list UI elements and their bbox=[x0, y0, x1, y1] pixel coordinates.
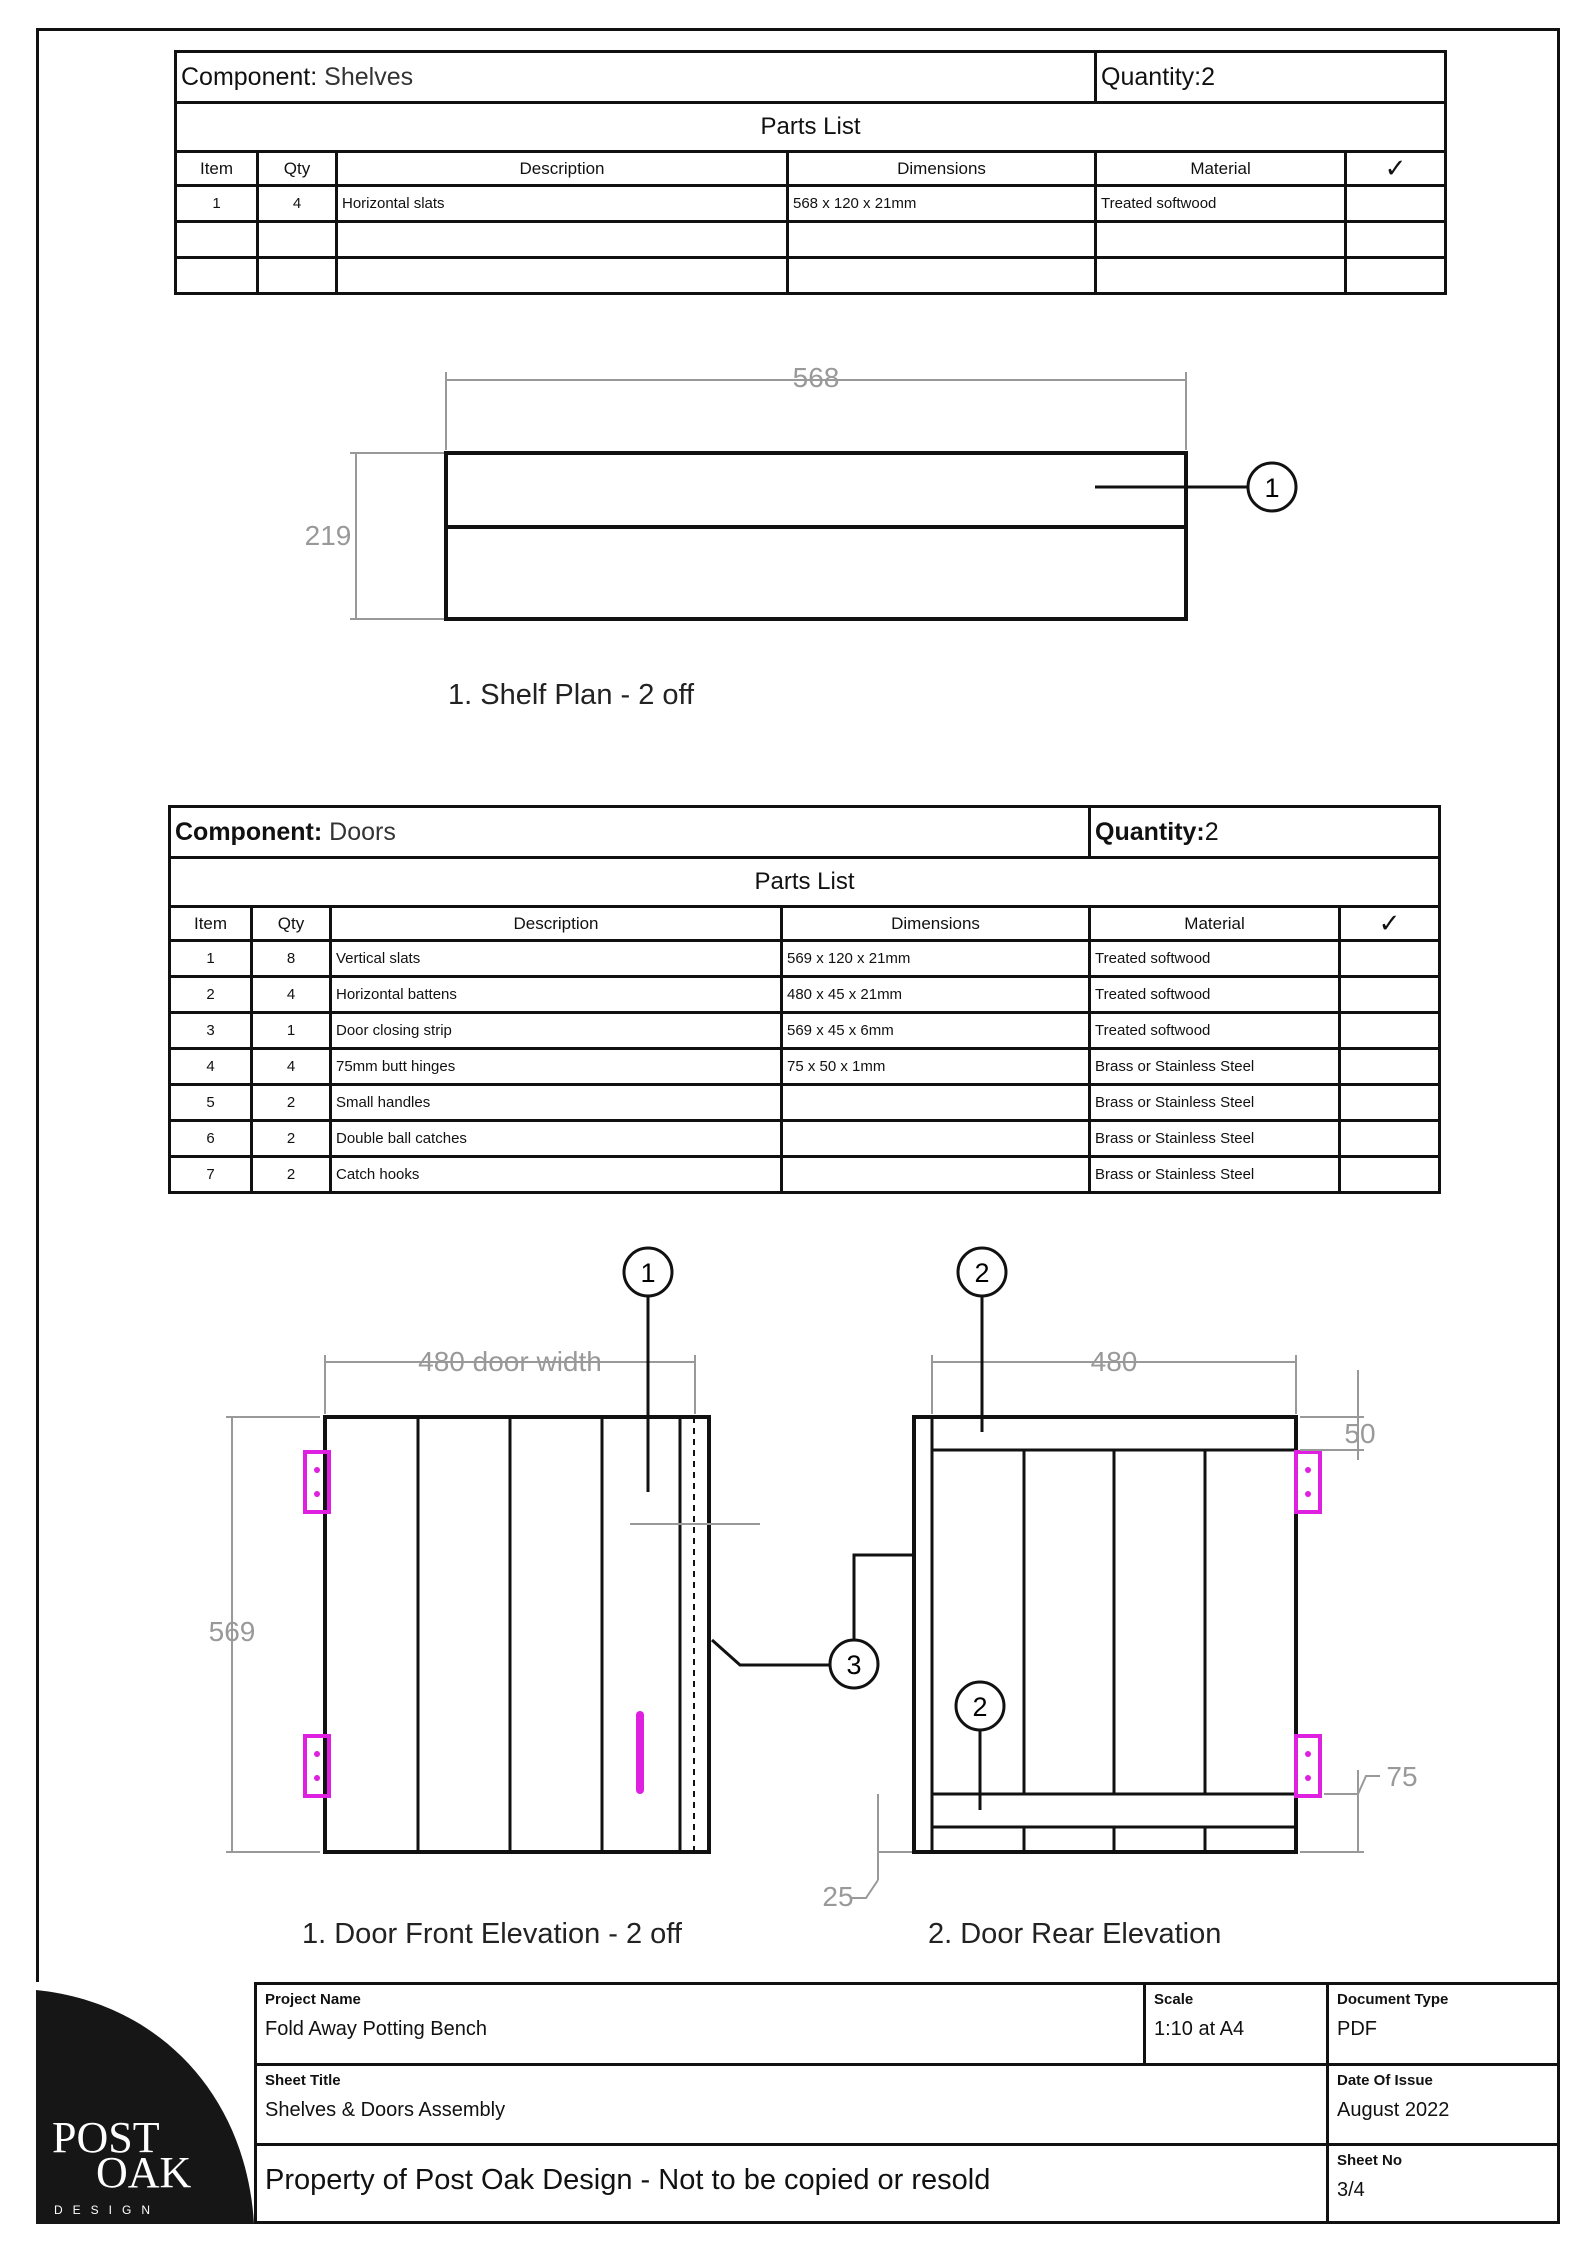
cell-material: Treated softwood bbox=[1090, 977, 1340, 1013]
col-dimensions: Dimensions bbox=[782, 907, 1090, 941]
rear-top-batten-dim: 50 bbox=[1344, 1418, 1376, 1449]
cell-description: Vertical slats bbox=[331, 941, 782, 977]
sheet-number-label: Sheet No bbox=[1337, 2152, 1403, 2169]
component-value: Doors bbox=[329, 817, 396, 846]
cell-description: Horizontal battens bbox=[331, 977, 782, 1013]
callout-number: 3 bbox=[846, 1650, 862, 1680]
document-type-value: PDF bbox=[1337, 2018, 1377, 2040]
cell-dimensions: 569 x 45 x 6mm bbox=[782, 1013, 1090, 1049]
date-of-issue-cell bbox=[1326, 2063, 1560, 2143]
sheet-title-label: Sheet Title bbox=[265, 2072, 341, 2089]
cell-description: Small handles bbox=[331, 1085, 782, 1121]
door-rear-drawing bbox=[822, 1248, 1417, 1912]
company-logo bbox=[36, 1982, 254, 2224]
scale-label: Scale bbox=[1154, 1991, 1194, 2008]
parts-list-title: Parts List bbox=[170, 858, 1440, 907]
component-value: Shelves bbox=[324, 62, 414, 91]
door-front-caption: 1. Door Front Elevation - 2 off bbox=[302, 1918, 682, 1950]
cell-item: 3 bbox=[170, 1013, 252, 1049]
cell-qty: 2 bbox=[252, 1085, 331, 1121]
bottom-batten bbox=[932, 1794, 1296, 1827]
callout-closing-strip bbox=[712, 1555, 912, 1688]
sheet-number-cell bbox=[1326, 2143, 1560, 2224]
project-name-cell bbox=[254, 1982, 1143, 2063]
cell-item: 1 bbox=[176, 186, 258, 222]
sheet-title-cell bbox=[254, 2063, 1326, 2143]
callout-number: 1 bbox=[640, 1258, 656, 1288]
date-of-issue-value: August 2022 bbox=[1337, 2099, 1450, 2121]
logo-text-post: POST bbox=[52, 2113, 160, 2162]
document-type-label: Document Type bbox=[1337, 1991, 1449, 2008]
top-batten bbox=[932, 1417, 1296, 1450]
ownership-notice-cell bbox=[254, 2143, 1326, 2224]
cell-item: 6 bbox=[170, 1121, 252, 1157]
cell-qty: 1 bbox=[252, 1013, 331, 1049]
cell-qty: 4 bbox=[258, 186, 337, 222]
cell-material: Brass or Stainless Steel bbox=[1090, 1157, 1340, 1193]
cell-item: 5 bbox=[170, 1085, 252, 1121]
logo-text-oak: OAK bbox=[96, 2148, 192, 2197]
project-name-value: Fold Away Potting Bench bbox=[265, 2018, 487, 2040]
cell-dimensions: 75 x 50 x 1mm bbox=[782, 1049, 1090, 1085]
cell-material: Treated softwood bbox=[1096, 186, 1346, 222]
col-dimensions: Dimensions bbox=[788, 152, 1096, 186]
rear-left-offset-dim: 25 bbox=[822, 1881, 854, 1912]
col-description: Description bbox=[331, 907, 782, 941]
rear-bottom-batten-dim: 75 bbox=[1386, 1761, 1418, 1792]
door-front-drawing bbox=[209, 1248, 760, 1852]
col-item: Item bbox=[170, 907, 252, 941]
cell-dimensions: 568 x 120 x 21mm bbox=[788, 186, 1096, 222]
quantity-value: 2 bbox=[1204, 817, 1219, 846]
hinge-top bbox=[1296, 1452, 1320, 1512]
cell-description: 75mm butt hinges bbox=[331, 1049, 782, 1085]
logo-text-design: DESIGN bbox=[54, 2203, 161, 2217]
shelf-plan-caption: 1. Shelf Plan - 2 off bbox=[448, 679, 695, 711]
col-check: ✓ bbox=[1340, 907, 1440, 941]
door-width-label: 480 door width bbox=[418, 1346, 602, 1377]
component-label: Component: bbox=[181, 62, 318, 91]
shelf-plan-drawing bbox=[305, 362, 1296, 619]
shelf-outline bbox=[446, 453, 1186, 619]
component-label: Component: bbox=[175, 817, 323, 846]
callout-number: 2 bbox=[972, 1692, 988, 1722]
col-material: Material bbox=[1096, 152, 1346, 186]
cell-dimensions: 569 x 120 x 21mm bbox=[782, 941, 1090, 977]
scale-cell bbox=[1143, 1982, 1326, 2063]
col-item: Item bbox=[176, 152, 258, 186]
ownership-notice: Property of Post Oak Design - Not to be copied or resold bbox=[265, 2164, 991, 2196]
door-rear-outline bbox=[914, 1417, 1296, 1852]
hinge-bottom bbox=[1296, 1736, 1320, 1796]
cell-material: Brass or Stainless Steel bbox=[1090, 1049, 1340, 1085]
cell-qty: 2 bbox=[252, 1157, 331, 1193]
title-block bbox=[36, 1982, 1560, 2224]
col-material: Material bbox=[1090, 907, 1340, 941]
cell-qty: 8 bbox=[252, 941, 331, 977]
cell-qty: 2 bbox=[252, 1121, 331, 1157]
date-of-issue-label: Date Of Issue bbox=[1337, 2072, 1433, 2089]
cell-item: 2 bbox=[170, 977, 252, 1013]
door-front-outline bbox=[325, 1417, 709, 1852]
cell-qty: 4 bbox=[252, 977, 331, 1013]
parts-list-title: Parts List bbox=[176, 103, 1446, 152]
cell-material: Treated softwood bbox=[1090, 1013, 1340, 1049]
cell-item: 7 bbox=[170, 1157, 252, 1193]
quantity-value: 2 bbox=[1201, 62, 1216, 91]
callout-number: 2 bbox=[974, 1258, 990, 1288]
cell-qty: 4 bbox=[252, 1049, 331, 1085]
cell-item: 1 bbox=[170, 941, 252, 977]
logo-mark bbox=[36, 1982, 254, 2224]
sheet-number-value: 3/4 bbox=[1337, 2179, 1365, 2201]
callout-number: 1 bbox=[1264, 473, 1280, 503]
cell-description: Horizontal slats bbox=[337, 186, 788, 222]
col-qty: Qty bbox=[252, 907, 331, 941]
quantity-label: Quantity: bbox=[1095, 817, 1205, 846]
col-qty: Qty bbox=[258, 152, 337, 186]
quantity-label: Quantity: bbox=[1101, 62, 1202, 91]
cell-material: Brass or Stainless Steel bbox=[1090, 1085, 1340, 1121]
col-check: ✓ bbox=[1346, 152, 1446, 186]
cell-material: Treated softwood bbox=[1090, 941, 1340, 977]
sheet-title-value: Shelves & Doors Assembly bbox=[265, 2099, 506, 2121]
col-description: Description bbox=[337, 152, 788, 186]
shelf-width-label: 568 bbox=[792, 362, 840, 393]
cell-description: Double ball catches bbox=[331, 1121, 782, 1157]
door-rear-caption: 2. Door Rear Elevation bbox=[928, 1918, 1222, 1950]
project-name-label: Project Name bbox=[265, 1991, 361, 2008]
document-type-cell bbox=[1326, 1982, 1560, 2063]
cell-description: Door closing strip bbox=[331, 1013, 782, 1049]
door-height-label: 569 bbox=[208, 1616, 256, 1647]
rear-width-label: 480 bbox=[1090, 1346, 1138, 1377]
cell-description: Catch hooks bbox=[331, 1157, 782, 1193]
cell-dimensions: 480 x 45 x 21mm bbox=[782, 977, 1090, 1013]
shelf-height-label: 219 bbox=[304, 520, 352, 551]
cell-material: Brass or Stainless Steel bbox=[1090, 1121, 1340, 1157]
cell-item: 4 bbox=[170, 1049, 252, 1085]
scale-value: 1:10 at A4 bbox=[1154, 2018, 1245, 2040]
